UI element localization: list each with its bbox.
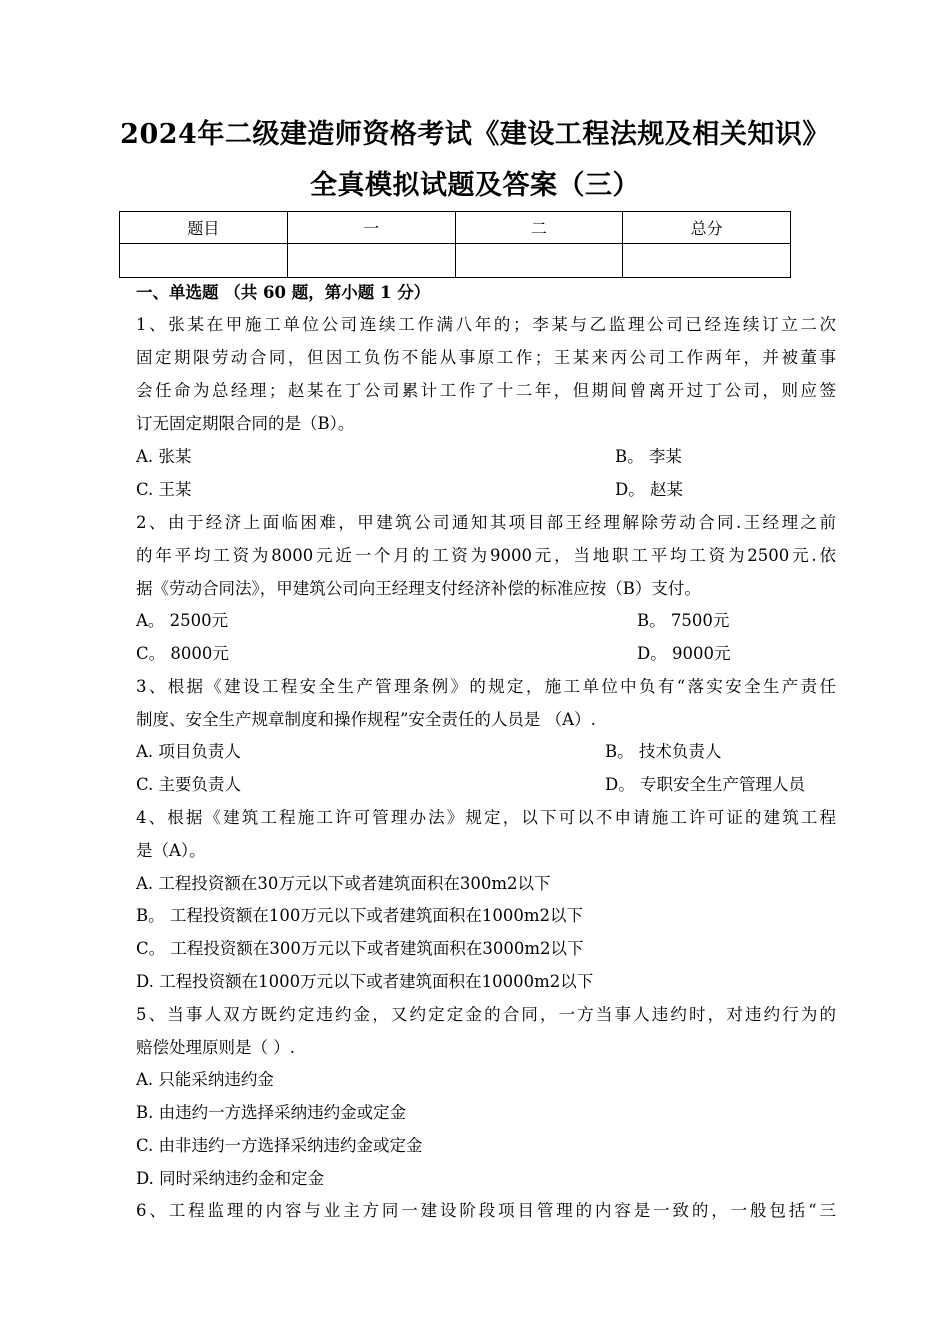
score-table xyxy=(119,211,791,278)
option-d: D. 同时采纳违约金和定金 xyxy=(136,1169,325,1188)
doc-title-line2: 全真模拟试题及答案（三） xyxy=(310,170,640,201)
question-text: 固定期限劳动合同，但因工负伤不能从事原工作；王某来丙公司工作两年，并被董事 xyxy=(136,348,836,367)
question-text: 3、根据《建设工程安全生产管理条例》的规定，施工单位中负有“落实安全生产责任 xyxy=(136,677,836,696)
question-text: 5、当事人双方既约定违约金，又约定定金的合同，一方当事人违约时，对违约行为的 xyxy=(136,1005,836,1024)
option-c: C。 8000元 xyxy=(136,644,229,663)
option-b: B。 工程投资额在100万元以下或者建筑面积在1000m2以下 xyxy=(136,906,583,925)
score-cell xyxy=(623,244,791,278)
option-c: C。 工程投资额在300万元以下或者建筑面积在3000m2以下 xyxy=(136,939,584,958)
section-heading: 一、单选题 （共 60 题，第小题 1 分） xyxy=(136,283,431,302)
score-header-cell: 总分 xyxy=(623,212,791,244)
score-cell xyxy=(287,244,455,278)
score-header-cell: 题目 xyxy=(120,212,288,244)
option-c: C. 王某 xyxy=(136,480,192,499)
option-b: B. 由违约一方选择采纳违约金或定金 xyxy=(136,1103,407,1122)
score-header-cell: 一 xyxy=(287,212,455,244)
option-d: D。 9000元 xyxy=(637,644,731,663)
question-text: 是（A）。 xyxy=(136,841,206,860)
score-cell xyxy=(455,244,623,278)
option-c: C. 主要负责人 xyxy=(136,775,242,794)
question-text: 4、根据《建筑工程施工许可管理办法》规定，以下可以不申请施工许可证的建筑工程 xyxy=(136,808,836,827)
question-text: 赔偿处理原则是（ ）. xyxy=(136,1038,295,1057)
question-text: 制度、安全生产规章制度和操作规程”安全责任的人员是 （A）. xyxy=(136,710,596,729)
option-d: D. 工程投资额在1000万元以下或者建筑面积在10000m2以下 xyxy=(136,972,594,991)
option-a: A. 只能采纳违约金 xyxy=(136,1070,274,1089)
doc-title-line1: 2024年二级建造师资格考试《建设工程法规及相关知识》 xyxy=(120,119,830,150)
score-table-blank-row xyxy=(120,244,791,278)
option-a: A. 工程投资额在30万元以下或者建筑面积在300m2以下 xyxy=(136,874,551,893)
option-a: A. 项目负责人 xyxy=(136,742,241,761)
option-b: B。 7500元 xyxy=(637,611,730,630)
option-d: D。 专职安全生产管理人员 xyxy=(605,775,805,794)
question-text: 会任命为总经理；赵某在丁公司累计工作了十二年，但期间曾离开过丁公司，则应签 xyxy=(136,381,836,400)
question-text: 的年平均工资为8000元近一个月的工资为9000元，当地职工平均工资为2500元.依 xyxy=(136,546,836,565)
option-d: D。 赵某 xyxy=(615,480,683,499)
option-b: B。 技术负责人 xyxy=(605,742,722,761)
question-text: 据《劳动合同法》，甲建筑公司向王经理支付经济补偿的标准应按（B）支付。 xyxy=(136,579,701,598)
score-table-header-row xyxy=(120,212,791,244)
score-cell xyxy=(120,244,288,278)
question-text: 1、张某在甲施工单位公司连续工作满八年的；李某与乙监理公司已经连续订立二次 xyxy=(136,315,836,334)
question-text: 6、工程监理的内容与业主方同一建设阶段项目管理的内容是一致的，一般包括“三 xyxy=(136,1201,836,1220)
option-a: A. 张某 xyxy=(136,447,192,466)
score-header-cell: 二 xyxy=(455,212,623,244)
question-text: 订无固定期限合同的是（B）。 xyxy=(136,414,355,433)
option-a: A。 2500元 xyxy=(136,611,229,630)
option-c: C. 由非违约一方选择采纳违约金或定金 xyxy=(136,1136,423,1155)
question-text: 2、由于经济上面临困难，甲建筑公司通知其项目部王经理解除劳动合同.王经理之前 xyxy=(136,513,836,532)
option-b: B。 李某 xyxy=(615,447,682,466)
